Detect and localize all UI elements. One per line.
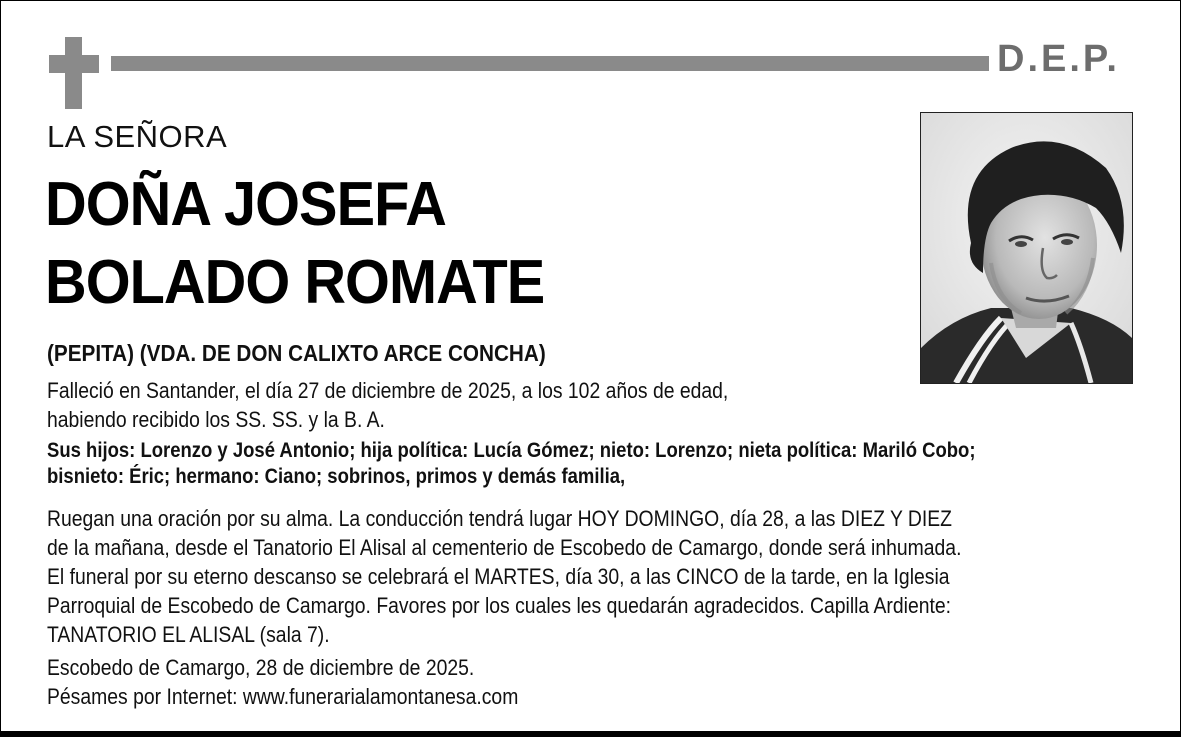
funeral-line-4: Parroquial de Escobedo de Camargo. Favores por los cuales les quedarán agradecidos. Capilla Ardiente: <box>47 593 952 618</box>
place-date: Escobedo de Camargo, 28 de diciembre de 2025. <box>47 655 475 680</box>
family-line-1: Sus hijos: Lorenzo y José Antonio; hija política: Lucía Gómez; nieto: Lorenzo; nieta política: Mariló Cobo; <box>47 439 976 462</box>
funeral-line-5: TANATORIO EL ALISAL (sala 7). <box>47 622 330 647</box>
death-line-1: Falleció en Santander, el día 27 de diciembre de 2025, a los 102 años de edad, <box>47 378 729 403</box>
dep-label: D.E.P. <box>997 38 1120 80</box>
condolences-line: Pésames por Internet: www.funerarialamontanesa.com <box>47 684 519 709</box>
funeral-line-2: de la mañana, desde el Tanatorio El Alisal al cementerio de Escobedo de Camargo, donde será inhumada. <box>47 535 962 560</box>
funeral-line-3: El funeral por su eterno descanso se celebrará el MARTES, día 30, a las CINCO de la tarde, en la Iglesia <box>47 564 950 589</box>
header-rule <box>111 56 989 71</box>
death-paragraph <box>47 376 839 434</box>
cross-vertical-bar <box>65 37 82 109</box>
family-paragraph <box>47 438 1077 490</box>
funeral-line-1: Ruegan una oración por su alma. La conducción tendrá lugar HOY DOMINGO, día 28, a las DIEZ Y DIEZ <box>47 506 953 531</box>
deceased-name <box>45 166 544 322</box>
name-line-2: BOLADO ROMATE <box>45 248 545 317</box>
name-line-1: DOÑA JOSEFA <box>45 170 446 239</box>
cross-horizontal-bar <box>49 55 99 73</box>
family-line-2: bisnieto: Éric; hermano: Ciano; sobrinos, primos y demás familia, <box>47 465 626 488</box>
portrait-photo <box>920 112 1133 384</box>
funeral-paragraph <box>47 504 1094 649</box>
portrait-image <box>921 113 1132 383</box>
closing-paragraph <box>47 653 663 711</box>
death-line-2: habiendo recibido los SS. SS. y la B. A. <box>47 407 385 432</box>
alias-line: (PEPITA) (VDA. DE DON CALIXTO ARCE CONCHA) <box>47 340 546 366</box>
title-prefix: LA SEÑORA <box>47 119 228 154</box>
